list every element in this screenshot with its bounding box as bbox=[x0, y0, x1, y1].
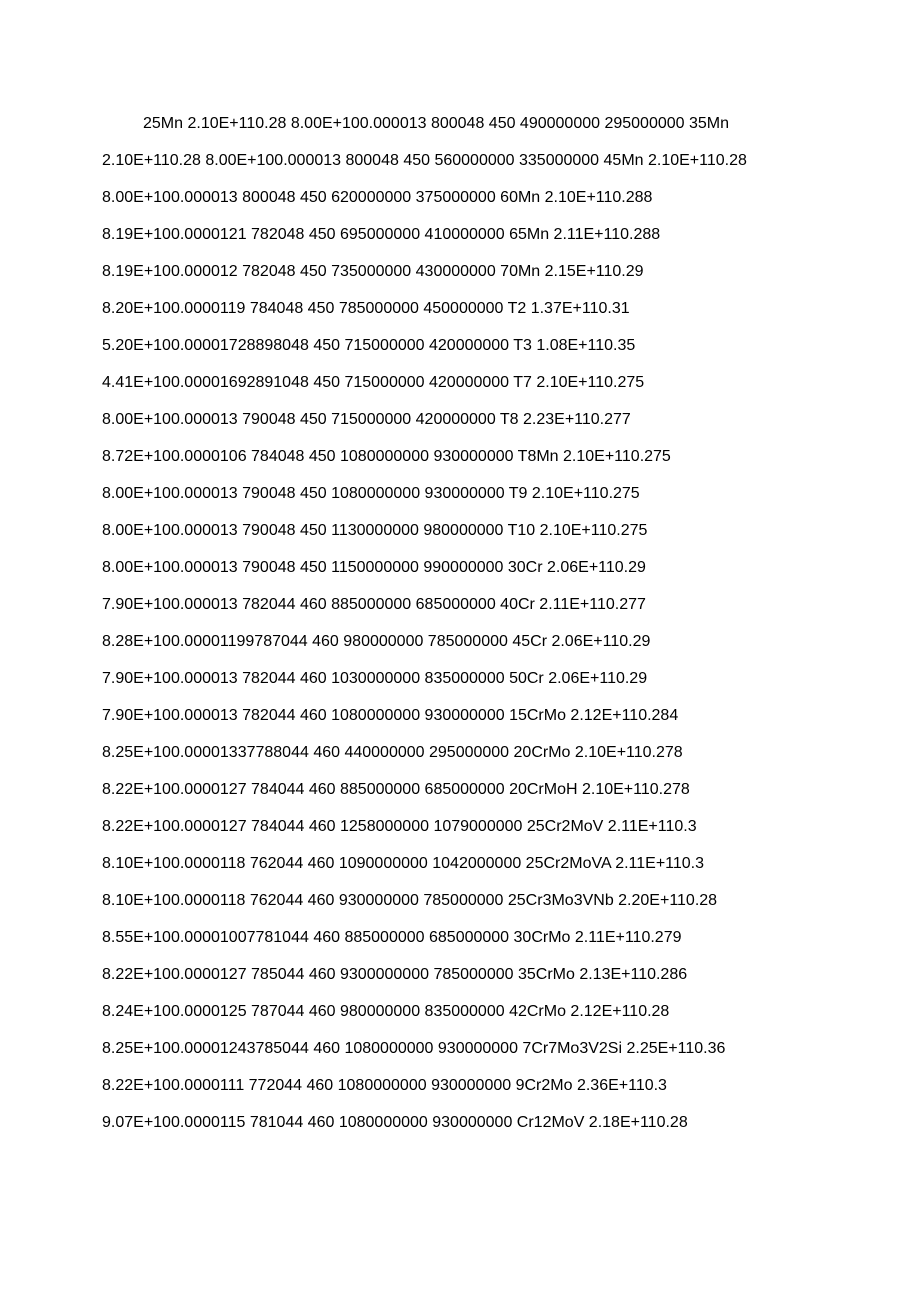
text-line-9: 8.00E+100.000013 790048 450 715000000 420000000 T8 2.23E+110.277 bbox=[102, 411, 631, 428]
text-line-27: 8.22E+100.0000111 772044 460 1080000000 930000000 9Cr2Mo 2.36E+110.3 bbox=[102, 1077, 667, 1094]
text-line-4: 8.19E+100.0000121 782048 450 695000000 410000000 65Mn 2.11E+110.288 bbox=[102, 226, 661, 243]
text-line-19: 8.22E+100.0000127 784044 460 885000000 685000000 20CrMoH 2.10E+110.278 bbox=[102, 781, 690, 798]
text-line-5: 8.19E+100.000012 782048 450 735000000 430000000 70Mn 2.15E+110.29 bbox=[102, 263, 644, 280]
text-line-7: 5.20E+100.00001728898048 450 715000000 420000000 T3 1.08E+110.35 bbox=[102, 337, 636, 354]
text-line-15: 8.28E+100.00001199787044 460 980000000 785000000 45Cr 2.06E+110.29 bbox=[102, 633, 651, 650]
text-line-26: 8.25E+100.00001243785044 460 1080000000 930000000 7Cr7Mo3V2Si 2.25E+110.36 bbox=[102, 1040, 726, 1057]
text-line-2: 2.10E+110.28 8.00E+100.000013 800048 450 560000000 335000000 45Mn 2.10E+110.28 bbox=[102, 152, 747, 169]
text-line-6: 8.20E+100.0000119 784048 450 785000000 450000000 T2 1.37E+110.31 bbox=[102, 300, 630, 317]
text-line-11: 8.00E+100.000013 790048 450 1080000000 930000000 T9 2.10E+110.275 bbox=[102, 485, 640, 502]
text-line-16: 7.90E+100.000013 782044 460 1030000000 835000000 50Cr 2.06E+110.29 bbox=[102, 670, 648, 687]
text-line-24: 8.22E+100.0000127 785044 460 9300000000 785000000 35CrMo 2.13E+110.286 bbox=[102, 966, 688, 983]
body-paragraph bbox=[102, 111, 882, 1147]
text-line-20: 8.22E+100.0000127 784044 460 1258000000 1079000000 25Cr2MoV 2.11E+110.3 bbox=[102, 818, 697, 835]
text-line-22: 8.10E+100.0000118 762044 460 930000000 785000000 25Cr3Mo3VNb 2.20E+110.28 bbox=[102, 892, 718, 909]
text-line-21: 8.10E+100.0000118 762044 460 1090000000 1042000000 25Cr2MoVA 2.11E+110.3 bbox=[102, 855, 705, 872]
text-line-8: 4.41E+100.00001692891048 450 715000000 420000000 T7 2.10E+110.275 bbox=[102, 374, 645, 391]
text-line-13: 8.00E+100.000013 790048 450 1150000000 990000000 30Cr 2.06E+110.29 bbox=[102, 559, 646, 576]
text-line-18: 8.25E+100.00001337788044 460 440000000 295000000 20CrMo 2.10E+110.278 bbox=[102, 744, 683, 761]
text-line-28: 9.07E+100.0000115 781044 460 1080000000 930000000 Cr12MoV 2.18E+110.28 bbox=[102, 1114, 688, 1131]
text-line-3: 8.00E+100.000013 800048 450 620000000 375000000 60Mn 2.10E+110.288 bbox=[102, 189, 653, 206]
text-line-10: 8.72E+100.0000106 784048 450 1080000000 930000000 T8Mn 2.10E+110.275 bbox=[102, 448, 671, 465]
text-line-12: 8.00E+100.000013 790048 450 1130000000 980000000 T10 2.10E+110.275 bbox=[102, 522, 648, 539]
text-line-14: 7.90E+100.000013 782044 460 885000000 685000000 40Cr 2.11E+110.277 bbox=[102, 596, 646, 613]
text-line-23: 8.55E+100.00001007781044 460 885000000 685000000 30CrMo 2.11E+110.279 bbox=[102, 929, 682, 946]
text-line-1: 25Mn 2.10E+110.28 8.00E+100.000013 800048 450 490000000 295000000 35Mn bbox=[143, 115, 730, 132]
text-line-17: 7.90E+100.000013 782044 460 1080000000 930000000 15CrMo 2.12E+110.284 bbox=[102, 707, 679, 724]
text-line-25: 8.24E+100.0000125 787044 460 980000000 835000000 42CrMo 2.12E+110.28 bbox=[102, 1003, 670, 1020]
